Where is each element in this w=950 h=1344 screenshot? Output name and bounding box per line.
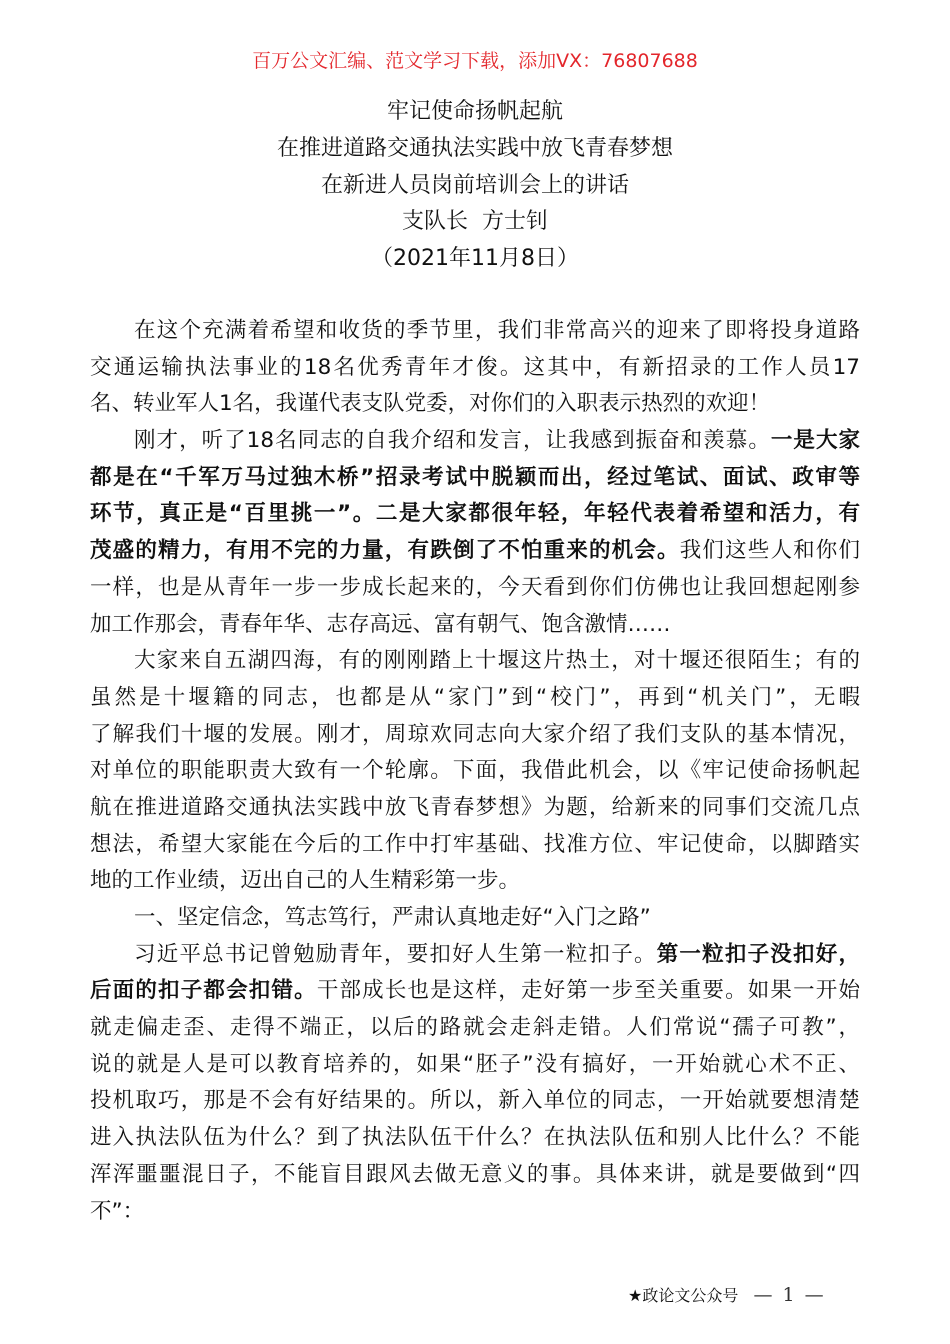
text-segment: 交通运输执法事业的18名优秀青年才俊。这其中，有新招录的工作人员17 — [90, 354, 860, 380]
paragraph — [90, 313, 860, 423]
text-segment: 加工作那会，青春年华、志存高远、富有朝气、饱含激情…… — [90, 611, 671, 637]
text-line — [90, 1083, 860, 1120]
paragraph — [90, 423, 860, 643]
bold-text: 后面的扣子都会扣错。 — [90, 978, 317, 1004]
text-line — [90, 570, 860, 607]
bold-text: 环节，真正是“百里挑一”。二是大家都很年轻，年轻代表着希望和活力，有 — [90, 501, 860, 527]
text-line — [90, 1194, 860, 1231]
text-line — [90, 386, 860, 423]
text-segment: 名、转业军人1名，我谨代表支队党委，对你们的入职表示热烈的欢迎！ — [90, 391, 771, 417]
text-segment: 航在推进道路交通执法实践中放飞青春梦想》为题，给新来的同事们交流几点 — [90, 794, 860, 820]
bold-text: 一是大家 — [770, 428, 860, 454]
text-line — [90, 827, 860, 864]
text-segment: 干部成长也是这样，走好第一步至关重要。如果一开始 — [316, 978, 860, 1004]
bold-text: 第一粒扣子没扣好， — [656, 941, 860, 967]
text-segment: 对单位的职能职责大致有一个轮廓。下面，我借此机会，以《牢记使命扬帆起 — [90, 758, 860, 784]
speech-body — [90, 313, 860, 1230]
paragraph — [90, 937, 860, 1231]
page-number: — 1 — — [753, 1284, 826, 1306]
speaker-line: 支队长 方士钊 — [402, 209, 548, 235]
text-line — [90, 496, 860, 533]
text-line — [90, 973, 860, 1010]
text-segment: 大家来自五湖四海，有的刚刚踏上十堰这片热土，对十堰还很陌生；有的 — [134, 648, 860, 674]
text-segment: 地的工作业绩，迈出自己的人生精彩第一步。 — [90, 868, 521, 894]
paragraph — [90, 643, 860, 900]
text-segment: 我们这些人和你们 — [679, 538, 860, 564]
text-segment: 想法，希望大家能在今后的工作中打牢基础、找准方位、牢记使命，以脚踏实 — [90, 831, 860, 857]
text-line — [90, 717, 860, 754]
date-line: （2021年11月8日） — [371, 246, 579, 272]
text-line — [90, 937, 860, 974]
text-line — [90, 900, 860, 937]
text-line — [90, 790, 860, 827]
text-line — [90, 1047, 860, 1084]
text-line — [90, 423, 860, 460]
title-line: 牢记使命扬帆起航 — [386, 99, 563, 124]
text-line — [90, 533, 860, 570]
text-segment: 说的就是人是可以教育培养的，如果“胚子”没有搞好，一开始就心术不正、 — [90, 1051, 860, 1077]
text-line — [90, 607, 860, 644]
text-segment: 一样，也是从青年一步一步成长起来的，今天看到你们仿佛也让我回想起刚参 — [90, 574, 860, 600]
occasion-line: 在新进人员岗前培训会上的讲话 — [320, 172, 629, 198]
paragraph — [90, 900, 860, 937]
text-segment: 浑浑噩噩混日子，不能盲目跟风去做无意义的事。具体来讲，就是要做到“四 — [90, 1161, 860, 1187]
subtitle-line: 在推进道路交通执法实践中放飞青春梦想 — [276, 135, 673, 161]
text-line — [90, 313, 860, 350]
text-segment: 刚才，听了18名同志的自我介绍和发言，让我感到振奋和羡慕。 — [134, 428, 771, 454]
text-segment: 进入执法队伍为什么？到了执法队伍干什么？在执法队伍和别人比什么？不能 — [90, 1125, 860, 1151]
text-segment: 习近平总书记曾勉励青年，要扣好人生第一粒扣子。 — [134, 941, 657, 967]
bold-text: 都是在“千军万马过独木桥”招录考试中脱颖而出，经过笔试、面试、政审等 — [90, 464, 860, 490]
bold-text: 茂盛的精力，有用不完的力量，有跌倒了不怕重来的机会。 — [90, 538, 680, 564]
text-line — [90, 863, 860, 900]
page-footer — [628, 1283, 826, 1306]
text-segment: 一、坚定信念，笃志笃行，严肃认真地走好“入门之路” — [134, 905, 651, 930]
footer-source: ★政论文公众号 — [628, 1286, 739, 1305]
text-segment: 就走偏走歪、走得不端正，以后的路就会走斜走错。人们常说“孺子可教”， — [90, 1015, 860, 1041]
speech-title-block — [0, 94, 950, 278]
text-line — [90, 680, 860, 717]
text-segment: 在这个充满着希望和收货的季节里，我们非常高兴的迎来了即将投身道路 — [134, 318, 860, 343]
text-line — [90, 753, 860, 790]
text-line — [90, 460, 860, 497]
text-line — [90, 1157, 860, 1194]
text-segment: 了解我们十堰的发展。刚才，周琼欢同志向大家介绍了我们支队的基本情况， — [90, 721, 860, 747]
text-line — [90, 350, 860, 387]
text-segment: 虽然是十堰籍的同志，也都是从“家门”到“校门”，再到“机关门”，无暇 — [90, 684, 860, 710]
text-segment: 投机取巧，那是不会有好结果的。所以，新入单位的同志，一开始就要想清楚 — [90, 1088, 860, 1114]
download-watermark-banner: 百万公文汇编、范文学习下载，添加VX：76807688 — [252, 50, 698, 72]
text-line — [90, 1010, 860, 1047]
text-segment: 不”： — [90, 1198, 145, 1224]
text-line — [90, 1120, 860, 1157]
text-line — [90, 643, 860, 680]
